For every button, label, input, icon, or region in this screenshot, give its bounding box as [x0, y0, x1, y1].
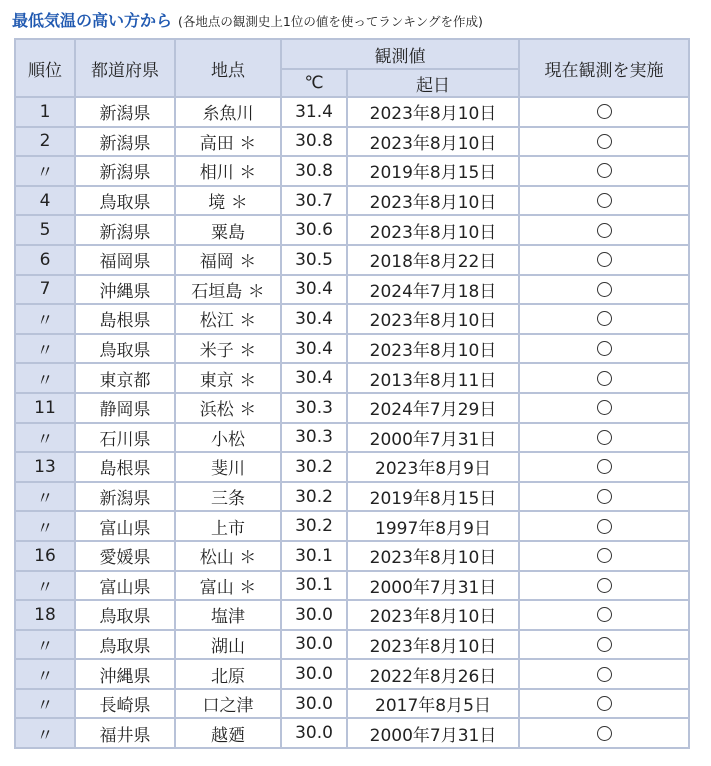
date-cell: 2023年8月10日: [347, 127, 519, 157]
header-date: 起日: [347, 69, 519, 97]
station-cell: 浜松 ＊: [175, 393, 281, 423]
temperature-cell: 30.2: [281, 482, 347, 512]
circle-icon: [597, 548, 612, 563]
date-cell: 2000年7月31日: [347, 571, 519, 601]
prefecture-cell: 沖縄県: [75, 659, 175, 689]
temperature-cell: 30.0: [281, 600, 347, 630]
date-cell: 2023年8月10日: [347, 600, 519, 630]
rank-cell: 〃: [15, 156, 75, 186]
circle-icon: [597, 696, 612, 711]
temperature-cell: 30.0: [281, 659, 347, 689]
title-subtitle: (各地点の観測史上1位の値を使ってランキングを作成): [178, 14, 483, 29]
header-station: 地点: [175, 39, 281, 97]
table-row: [15, 334, 689, 364]
temperature-cell: 30.4: [281, 275, 347, 305]
date-cell: 2023年8月10日: [347, 97, 519, 127]
table-row: [15, 630, 689, 660]
station-cell: 石垣島 ＊: [175, 275, 281, 305]
table-row: [15, 659, 689, 689]
date-cell: 2023年8月10日: [347, 215, 519, 245]
prefecture-cell: 静岡県: [75, 393, 175, 423]
temperature-cell: 30.1: [281, 571, 347, 601]
temperature-cell: 30.4: [281, 304, 347, 334]
prefecture-cell: 富山県: [75, 571, 175, 601]
table-body: [15, 97, 689, 748]
station-cell: 高田 ＊: [175, 127, 281, 157]
active-cell: [519, 659, 689, 689]
rank-cell: 5: [15, 215, 75, 245]
prefecture-cell: 新潟県: [75, 97, 175, 127]
prefecture-cell: 石川県: [75, 423, 175, 453]
circle-icon: [597, 223, 612, 238]
prefecture-cell: 東京都: [75, 363, 175, 393]
temperature-cell: 30.2: [281, 452, 347, 482]
header-active: 現在観測を実施: [519, 39, 689, 97]
active-cell: [519, 97, 689, 127]
station-cell: 富山 ＊: [175, 571, 281, 601]
date-cell: 2023年8月10日: [347, 630, 519, 660]
active-cell: [519, 452, 689, 482]
prefecture-cell: 新潟県: [75, 127, 175, 157]
rank-cell: 6: [15, 245, 75, 275]
date-cell: 2000年7月31日: [347, 718, 519, 748]
station-cell: 米子 ＊: [175, 334, 281, 364]
table-row: [15, 275, 689, 305]
active-cell: [519, 482, 689, 512]
active-cell: [519, 718, 689, 748]
table-row: [15, 245, 689, 275]
rank-cell: 〃: [15, 482, 75, 512]
date-cell: 2023年8月10日: [347, 186, 519, 216]
date-cell: 2018年8月22日: [347, 245, 519, 275]
active-cell: [519, 571, 689, 601]
prefecture-cell: 鳥取県: [75, 334, 175, 364]
circle-icon: [597, 726, 612, 741]
circle-icon: [597, 519, 612, 534]
station-cell: 口之津: [175, 689, 281, 719]
circle-icon: [597, 578, 612, 593]
circle-icon: [597, 193, 612, 208]
prefecture-cell: 鳥取県: [75, 600, 175, 630]
rank-cell: 18: [15, 600, 75, 630]
active-cell: [519, 334, 689, 364]
station-cell: 塩津: [175, 600, 281, 630]
active-cell: [519, 393, 689, 423]
temperature-cell: 30.0: [281, 689, 347, 719]
prefecture-cell: 新潟県: [75, 482, 175, 512]
table-row: [15, 97, 689, 127]
prefecture-cell: 新潟県: [75, 215, 175, 245]
circle-icon: [597, 311, 612, 326]
table-row: [15, 718, 689, 748]
temperature-cell: 30.8: [281, 127, 347, 157]
station-cell: 粟島: [175, 215, 281, 245]
date-cell: 2024年7月18日: [347, 275, 519, 305]
table-row: [15, 541, 689, 571]
circle-icon: [597, 430, 612, 445]
date-cell: 2017年8月5日: [347, 689, 519, 719]
date-cell: 2000年7月31日: [347, 423, 519, 453]
date-cell: 1997年8月9日: [347, 511, 519, 541]
rank-cell: 13: [15, 452, 75, 482]
temperature-cell: 30.8: [281, 156, 347, 186]
station-cell: 糸魚川: [175, 97, 281, 127]
rank-cell: 〃: [15, 571, 75, 601]
table-row: [15, 156, 689, 186]
rank-cell: 〃: [15, 423, 75, 453]
rank-cell: 〃: [15, 630, 75, 660]
rank-cell: 〃: [15, 363, 75, 393]
rank-cell: 4: [15, 186, 75, 216]
circle-icon: [597, 104, 612, 119]
prefecture-cell: 福岡県: [75, 245, 175, 275]
date-cell: 2019年8月15日: [347, 482, 519, 512]
table-row: [15, 393, 689, 423]
title-main: 最低気温の高い方から: [12, 11, 173, 30]
circle-icon: [597, 371, 612, 386]
header-unit: ℃: [281, 69, 347, 97]
temperature-cell: 30.3: [281, 423, 347, 453]
header-rank: 順位: [15, 39, 75, 97]
circle-icon: [597, 252, 612, 267]
header-prefecture: 都道府県: [75, 39, 175, 97]
station-cell: 斐川: [175, 452, 281, 482]
rank-cell: 2: [15, 127, 75, 157]
temperature-cell: 30.5: [281, 245, 347, 275]
circle-icon: [597, 400, 612, 415]
station-cell: 境 ＊: [175, 186, 281, 216]
circle-icon: [597, 134, 612, 149]
prefecture-cell: 島根県: [75, 452, 175, 482]
active-cell: [519, 511, 689, 541]
table-row: [15, 304, 689, 334]
active-cell: [519, 304, 689, 334]
rank-cell: 〃: [15, 659, 75, 689]
prefecture-cell: 鳥取県: [75, 186, 175, 216]
table-row: [15, 600, 689, 630]
station-cell: 松山 ＊: [175, 541, 281, 571]
active-cell: [519, 600, 689, 630]
rank-cell: 〃: [15, 304, 75, 334]
active-cell: [519, 630, 689, 660]
temperature-cell: 30.4: [281, 363, 347, 393]
rank-cell: 16: [15, 541, 75, 571]
rank-cell: 〃: [15, 511, 75, 541]
circle-icon: [597, 489, 612, 504]
circle-icon: [597, 637, 612, 652]
rank-cell: 〃: [15, 334, 75, 364]
active-cell: [519, 363, 689, 393]
circle-icon: [597, 667, 612, 682]
rank-cell: 1: [15, 97, 75, 127]
table-row: [15, 186, 689, 216]
table-row: [15, 215, 689, 245]
rank-cell: 7: [15, 275, 75, 305]
table-row: [15, 452, 689, 482]
station-cell: 松江 ＊: [175, 304, 281, 334]
station-cell: 小松: [175, 423, 281, 453]
active-cell: [519, 186, 689, 216]
temperature-cell: 30.7: [281, 186, 347, 216]
temperature-cell: 31.4: [281, 97, 347, 127]
station-cell: 湖山: [175, 630, 281, 660]
circle-icon: [597, 459, 612, 474]
station-cell: 東京 ＊: [175, 363, 281, 393]
station-cell: 三条: [175, 482, 281, 512]
prefecture-cell: 沖縄県: [75, 275, 175, 305]
station-cell: 上市: [175, 511, 281, 541]
header-observed: 観測値: [281, 39, 519, 69]
prefecture-cell: 新潟県: [75, 156, 175, 186]
table-row: [15, 689, 689, 719]
circle-icon: [597, 282, 612, 297]
circle-icon: [597, 607, 612, 622]
table-row: [15, 423, 689, 453]
prefecture-cell: 富山県: [75, 511, 175, 541]
active-cell: [519, 127, 689, 157]
date-cell: 2023年8月10日: [347, 304, 519, 334]
active-cell: [519, 245, 689, 275]
table-header: [15, 39, 689, 97]
active-cell: [519, 423, 689, 453]
table-row: [15, 571, 689, 601]
active-cell: [519, 156, 689, 186]
prefecture-cell: 福井県: [75, 718, 175, 748]
temperature-cell: 30.0: [281, 630, 347, 660]
ranking-table: [14, 38, 690, 749]
active-cell: [519, 689, 689, 719]
station-cell: 北原: [175, 659, 281, 689]
rank-cell: 11: [15, 393, 75, 423]
rank-cell: 〃: [15, 689, 75, 719]
station-cell: 相川 ＊: [175, 156, 281, 186]
date-cell: 2024年7月29日: [347, 393, 519, 423]
temperature-cell: 30.2: [281, 511, 347, 541]
temperature-cell: 30.0: [281, 718, 347, 748]
date-cell: 2022年8月26日: [347, 659, 519, 689]
active-cell: [519, 275, 689, 305]
date-cell: 2019年8月15日: [347, 156, 519, 186]
circle-icon: [597, 163, 612, 178]
station-cell: 福岡 ＊: [175, 245, 281, 275]
date-cell: 2023年8月10日: [347, 541, 519, 571]
prefecture-cell: 島根県: [75, 304, 175, 334]
table-row: [15, 482, 689, 512]
table-row: [15, 363, 689, 393]
prefecture-cell: 愛媛県: [75, 541, 175, 571]
station-cell: 越廼: [175, 718, 281, 748]
table-row: [15, 511, 689, 541]
active-cell: [519, 541, 689, 571]
page-title: [12, 8, 483, 32]
date-cell: 2023年8月10日: [347, 334, 519, 364]
temperature-cell: 30.6: [281, 215, 347, 245]
prefecture-cell: 長崎県: [75, 689, 175, 719]
date-cell: 2023年8月9日: [347, 452, 519, 482]
active-cell: [519, 215, 689, 245]
temperature-cell: 30.3: [281, 393, 347, 423]
temperature-cell: 30.4: [281, 334, 347, 364]
prefecture-cell: 鳥取県: [75, 630, 175, 660]
rank-cell: 〃: [15, 718, 75, 748]
table-row: [15, 127, 689, 157]
circle-icon: [597, 341, 612, 356]
temperature-cell: 30.1: [281, 541, 347, 571]
date-cell: 2013年8月11日: [347, 363, 519, 393]
